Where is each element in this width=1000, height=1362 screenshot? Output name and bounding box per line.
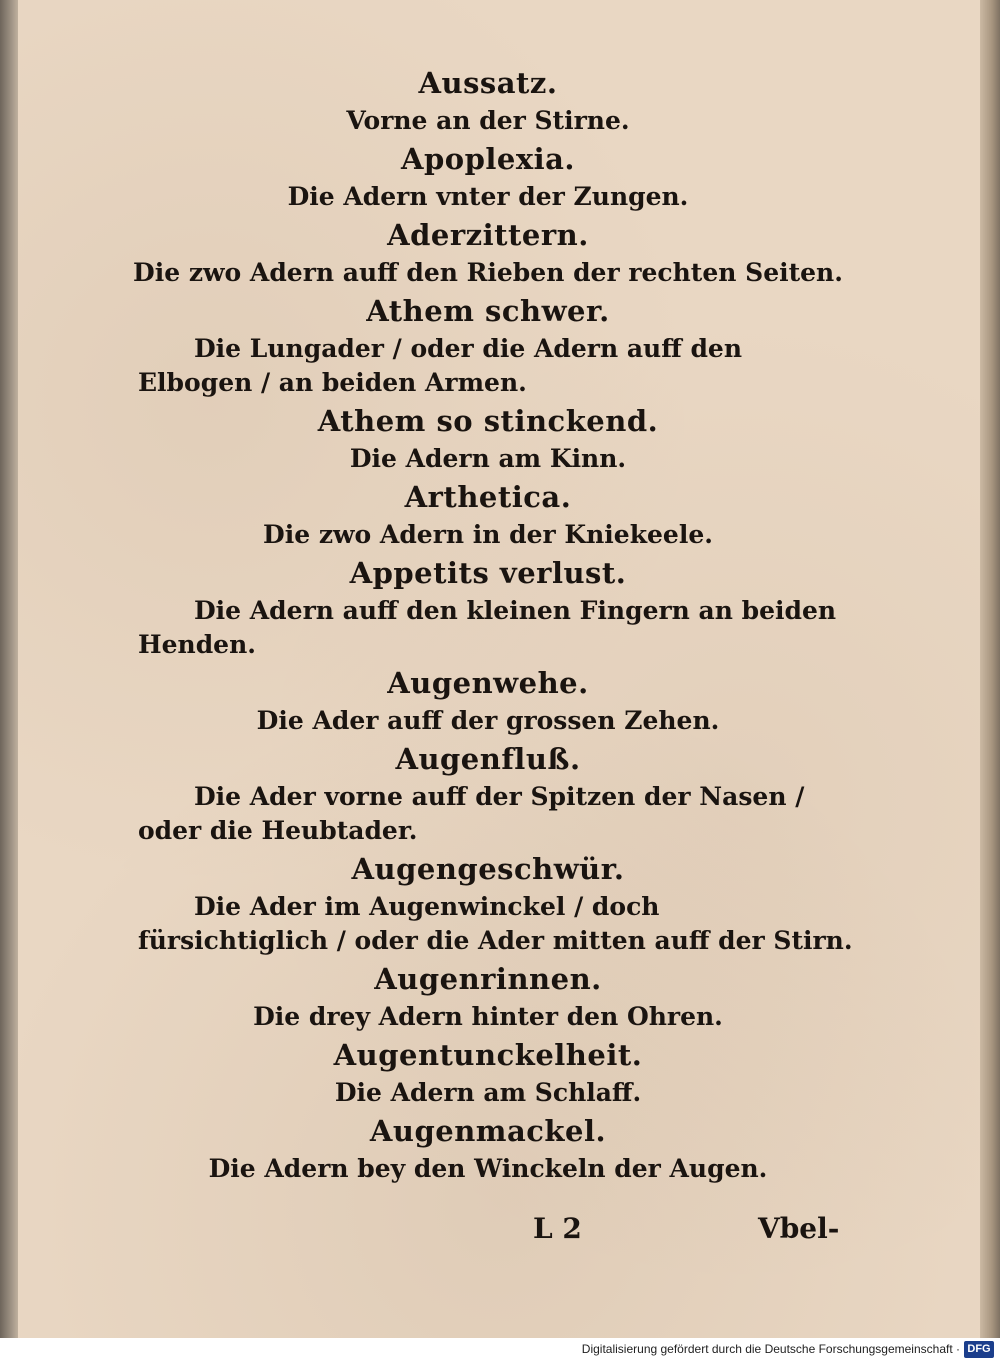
entry-heading: Aussatz. <box>418 66 558 100</box>
catchword: Vbel- <box>758 1212 840 1245</box>
funding-credit: Digitalisierung gefördert durch die Deutsche Forschungsgemeinschaft · <box>581 1342 960 1356</box>
entry-body: Die Adern am Schlaff. <box>334 1078 642 1107</box>
entry-13 <box>118 1110 858 1186</box>
entry-10 <box>118 848 858 958</box>
left-page-edge <box>0 0 20 1338</box>
entry-body: Die Adern bey den Winckeln der Augen. <box>208 1154 768 1183</box>
entry-heading: Augentunckelheit. <box>333 1038 643 1072</box>
page-text <box>118 62 858 1245</box>
entry-heading: Apoplexia. <box>400 142 576 176</box>
entry-heading: Augengeschwür. <box>351 852 625 886</box>
entry-body: Die Lungader / oder die Adern auff den Elbogen / an beiden Armen. <box>138 334 743 397</box>
book-page <box>18 0 982 1338</box>
entry-body: Die Ader im Augenwinckel / doch fürsichtiglich / oder die Ader mitten auff der Stirn. <box>138 892 853 955</box>
right-page-edge <box>980 0 1000 1338</box>
entry-heading: Appetits verlust. <box>349 556 627 590</box>
entry-2 <box>118 138 858 214</box>
entry-12 <box>118 1034 858 1110</box>
entry-7 <box>118 552 858 662</box>
entry-heading: Augenrinnen. <box>374 962 602 996</box>
entry-body: Die Ader auff der grossen Zehen. <box>256 706 720 735</box>
entry-heading: Aderzittern. <box>387 218 589 252</box>
entry-3 <box>118 214 858 290</box>
entry-body: Die zwo Adern auff den Rieben der rechten Seiten. <box>133 258 843 287</box>
entry-body: Die Adern am Kinn. <box>349 444 627 473</box>
entry-body: Die Adern vnter der Zungen. <box>287 182 689 211</box>
entry-heading: Arthetica. <box>404 480 572 514</box>
entry-body: Die Adern auff den kleinen Fingern an beiden Henden. <box>138 596 837 659</box>
entry-5 <box>118 400 858 476</box>
entry-heading: Athem so stinckend. <box>317 404 659 438</box>
signature-mark: L 2 <box>533 1212 582 1245</box>
entry-1 <box>118 62 858 138</box>
entry-body: Die Ader vorne auff der Spitzen der Nasen / oder die Heubtader. <box>138 782 805 845</box>
entry-4 <box>118 290 858 400</box>
entry-body: Die drey Adern hinter den Ohren. <box>253 1002 723 1031</box>
entry-body: Die zwo Adern in der Kniekeele. <box>263 520 713 549</box>
entry-heading: Augenfluß. <box>395 742 581 776</box>
entry-11 <box>118 958 858 1034</box>
entry-heading: Athem schwer. <box>366 294 610 328</box>
entry-9 <box>118 738 858 848</box>
page-footer <box>118 1212 858 1252</box>
entry-heading: Augenwehe. <box>387 666 589 700</box>
entry-6 <box>118 476 858 552</box>
dfg-logo: DFG <box>964 1341 994 1358</box>
entry-body: Vorne an der Stirne. <box>346 106 630 135</box>
entry-heading: Augenmackel. <box>369 1114 607 1148</box>
entry-8 <box>118 662 858 738</box>
credit-bar <box>0 1338 1000 1362</box>
